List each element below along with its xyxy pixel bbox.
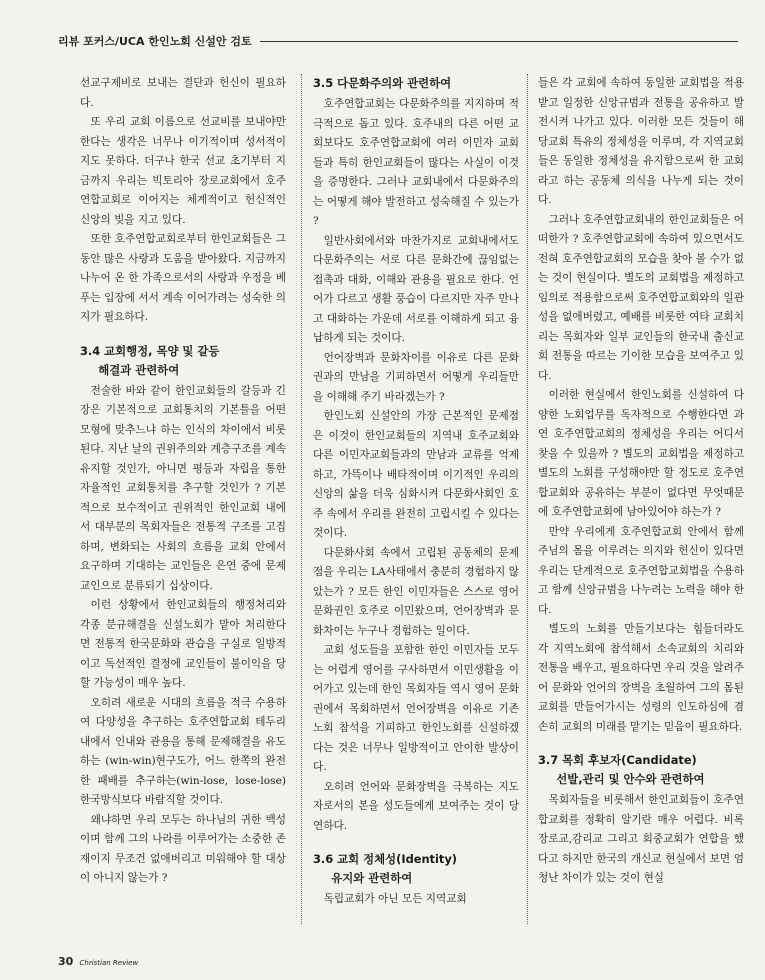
paragraph: 그러나 호주연합교회내의 한인교회들은 어떠한가 ? 호주연합교회에 속하여 있으면서도 전혀 호주연합교회의 모습을 찾아 볼 수가 없는 것이 현실이다. 별도의 교회법을 제정하고 임의로 적용함으로써 호주연합교회와의 일관성을 없애버렸고, 예배를 비롯한 여타 교회치리는 목회자와 일부 교인들의 한국내 출신교회 전통을 따르는 기이한 모습을 보여주고 있다. [538,213,744,382]
paragraph: 별도의 노회를 만들기보다는 힘들더라도 각 지역노회에 참석해서 소속교회의 치리와 전통을 배우고, 필요하다면 우리 것을 알려주어 문화와 언어의 장벽을 초월하여 그의 몸된 교회를 만들어가시는 성령의 인도하심에 겸손히 교회의 미래를 맡기는 믿음이 필요하다. [538,623,744,733]
section-heading-3-7 [538,751,744,789]
column-2 [313,74,519,924]
paragraph: 다문화사회 속에서 고립된 공동체의 문제점을 우리는 LA사태에서 충분히 경험하지 않았는가 ? 모든 한인 이민자들은 스스로 영어 문화권인 호주로 이민왔으며, 언어장벽과 문화차이는 누구나 경험하는 일이다. [313,546,519,637]
column-1 [80,74,286,924]
paragraph: 왜냐하면 우리 모두는 하나님의 귀한 백성이며 함께 그의 나라를 이루어가는 소중한 존재이지 무조건 없애버리고 미워해야 할 대상이 아니지 않는가 ? [80,813,286,884]
paragraph: 이러한 현실에서 한인노회를 신설하여 다양한 노회업무를 독자적으로 수행한다면 과연 호주연합교회의 정체성을 우리는 어디서 찾을 수 있을까 ? 별도의 교회법을 제정하고 별도의 노회를 구성해야만 할 정도로 호주연합교회와 공유하는 부분이 없다면 무엇때문에 호주연합교회에 남아있어야 하는가 ? [538,389,744,518]
paragraph: 교회 성도들을 포함한 한인 이민자들 모두는 어렵게 영어를 구사하면서 이민생활을 이어가고 있는데 한인 목회자들 역시 영어 문화권에서 목회하면서 언어장벽을 이유로 기존 노회 참석을 기피하고 한인노회를 신설하겠다는 것은 너무나 일방적이고 안이한 발상이다. [313,644,519,773]
paragraph: 독립교회가 아닌 모든 지역교회 [323,893,467,905]
section-heading-line: 3.4 교회행정, 목양 및 갈등 [80,343,220,358]
paragraph: 선교구제비로 보내는 결단과 헌신이 필요하다. [80,77,286,109]
page-footer [58,955,138,968]
paragraph: 전술한 바와 같이 한인교회들의 갈등과 긴장은 기본적으로 교회통치의 기본틀을 어떤 모형에 맞추느냐 하는 인식의 차이에서 비롯된다. 지난 날의 권위주의와 계층구조를 계속 유지할 것인가, 아니면 평등과 자립을 통한 자율적인 교회통치를 추구할 것인가 ? 기본적으로 보수적이고 권위적인 한인교회 내에서 대부분의 목회자들은 전통적 구조를 고집하며, 변화되는 사회의 흐름을 교회 안에서 요구하며 기대하는 교인들은 은연 중에 문제교인으로 분류되기 십상이다. [80,384,286,592]
paragraph: 또 우리 교회 이름으로 선교비를 보내야만 한다는 생각은 너무나 이기적이며 성서적이지도 못하다. 더구나 한국 선교 초기부터 지금까지 우리는 빅토리아 장로교회에서 호주연합교회로 이어지는 체계적이고 헌신적인 신앙의 빚을 지고 있다. [80,116,286,226]
paragraph: 또한 호주연합교회로부터 한인교회들은 그동안 많은 사랑과 도움을 받아왔다. 지금까지 나누어 온 한 가족으로서의 사랑과 우정을 베푸는 입장에 서서 계속 이어가려는 성숙한 의지가 필요하다. [80,233,286,323]
paragraph: 한인노회 신설안의 가장 근본적인 문제점은 이것이 한인교회들의 지역내 호주교회와 다른 이민자교회들과의 만남과 교류를 억제하고, 가뜩이나 배타적이며 이기적인 우리의 신앙의 삶을 더욱 심화시켜 다문화사회인 호주 속에서 우리를 완전히 고립시킬 수 있다는 것이다. [313,410,519,539]
column-divider [527,74,528,924]
paragraph: 만약 우리에게 호주연합교회 안에서 함께 주님의 몸을 이루려는 의지와 헌신이 있다면 우리는 단계적으로 호주연합교회법을 수용하고 함께 신앙규범을 나누려는 노력을 해야 한다. [538,525,744,616]
section-heading-3-5: 3.5 다문화주의와 관련하여 [313,76,452,90]
paragraph: 호주연합교회는 다문화주의를 지지하며 적극적으로 돕고 있다. 호주내의 다른 어떤 교회보다도 호주연합교회에 여러 이민자 교회들과 특히 한인교회들이 많다는 사실이 이것을 증명한다. 그러나 교회내에서 다문화주의는 어떻게 해야 발전하고 성숙해질 수 있는가 ? [313,98,519,227]
paragraph: 들은 각 교회에 속하여 동일한 교회법을 적용받고 일정한 신앙규범과 전통을 공유하고 발전시켜 나가고 있다. 이러한 모든 것들이 해당교회 특유의 정체성을 이루며, 각 지역교회들은 동일한 정체성을 유지함으로써 한 교회라고 하는 공동체 의식을 나누게 되는 것이다. [538,77,744,206]
section-heading-line: 해결과 관련하여 [98,362,180,377]
paragraph: 일반사회에서와 마찬가지로 교회내에서도 다문화주의는 서로 다른 문화간에 끊임없는 접촉과 대화, 이해와 관용을 필요로 한다. 언어가 다르고 생활 풍습이 다르지만 자주 만나고 대화하는 가운데 서로를 이해하게 되고 융납하게 되는 것이다. [313,234,519,344]
running-header [58,30,738,52]
section-heading-line: 3.7 목회 후보자(Candidate) [538,753,697,767]
paragraph: 이런 상황에서 한인교회들의 행정처리와 각종 분규해결을 신설노회가 맡아 처리한다면 전통적 한국문화와 관습을 구실로 일방적이고 독선적인 결정에 교인들이 불이익을 당할 가능성이 매우 높다. [80,599,286,689]
section-heading-3-6 [313,850,519,888]
paragraph: 언어장벽과 문화차이를 이유로 다른 문화권과의 만남을 기피하면서 어떻게 우리들만을 이해해 주기 바라겠는가 ? [313,351,519,403]
magazine-name: Christian Review [79,959,139,967]
section-heading-line: 선발,관리 및 안수와 관련하여 [556,772,705,786]
section-heading-line: 3.6 교회 정체성(Identity) [313,852,457,866]
header-rule [260,41,738,42]
paragraph: 오히려 언어와 문화장벽을 극복하는 지도자로서의 본을 성도들에게 보여주는 것이 당연하다. [313,780,519,832]
column-divider [301,74,302,924]
running-header-title: 리뷰 포커스/UCA 한인노회 신설안 검토 [58,35,252,48]
paragraph: 오히려 새로운 시대의 흐름을 적극 수용하여 다양성을 추구하는 호주연합교회 테두리 내에서 인내와 관용을 통해 문제해결을 유도하는 (win-win)현구도가, 어느 한쪽의 완전한 패배를 추구하는(win-lose, lose-lose) 한국방식보다 바람직할 것이다. [80,696,286,806]
section-heading-3-4 [80,342,286,380]
column-3 [538,74,744,924]
page-number: 30 [58,955,74,968]
section-heading-line: 유지와 관련하여 [331,871,413,885]
paragraph: 목회자들을 비롯해서 한인교회들이 호주연합교회를 정확히 알기란 매우 어렵다. 비록 장로교,감리교 그리고 회중교회가 연합을 했다고 하지만 한국의 개신교 현실에서 보면 엄청난 차이가 있는 것이 현실 [538,794,744,884]
